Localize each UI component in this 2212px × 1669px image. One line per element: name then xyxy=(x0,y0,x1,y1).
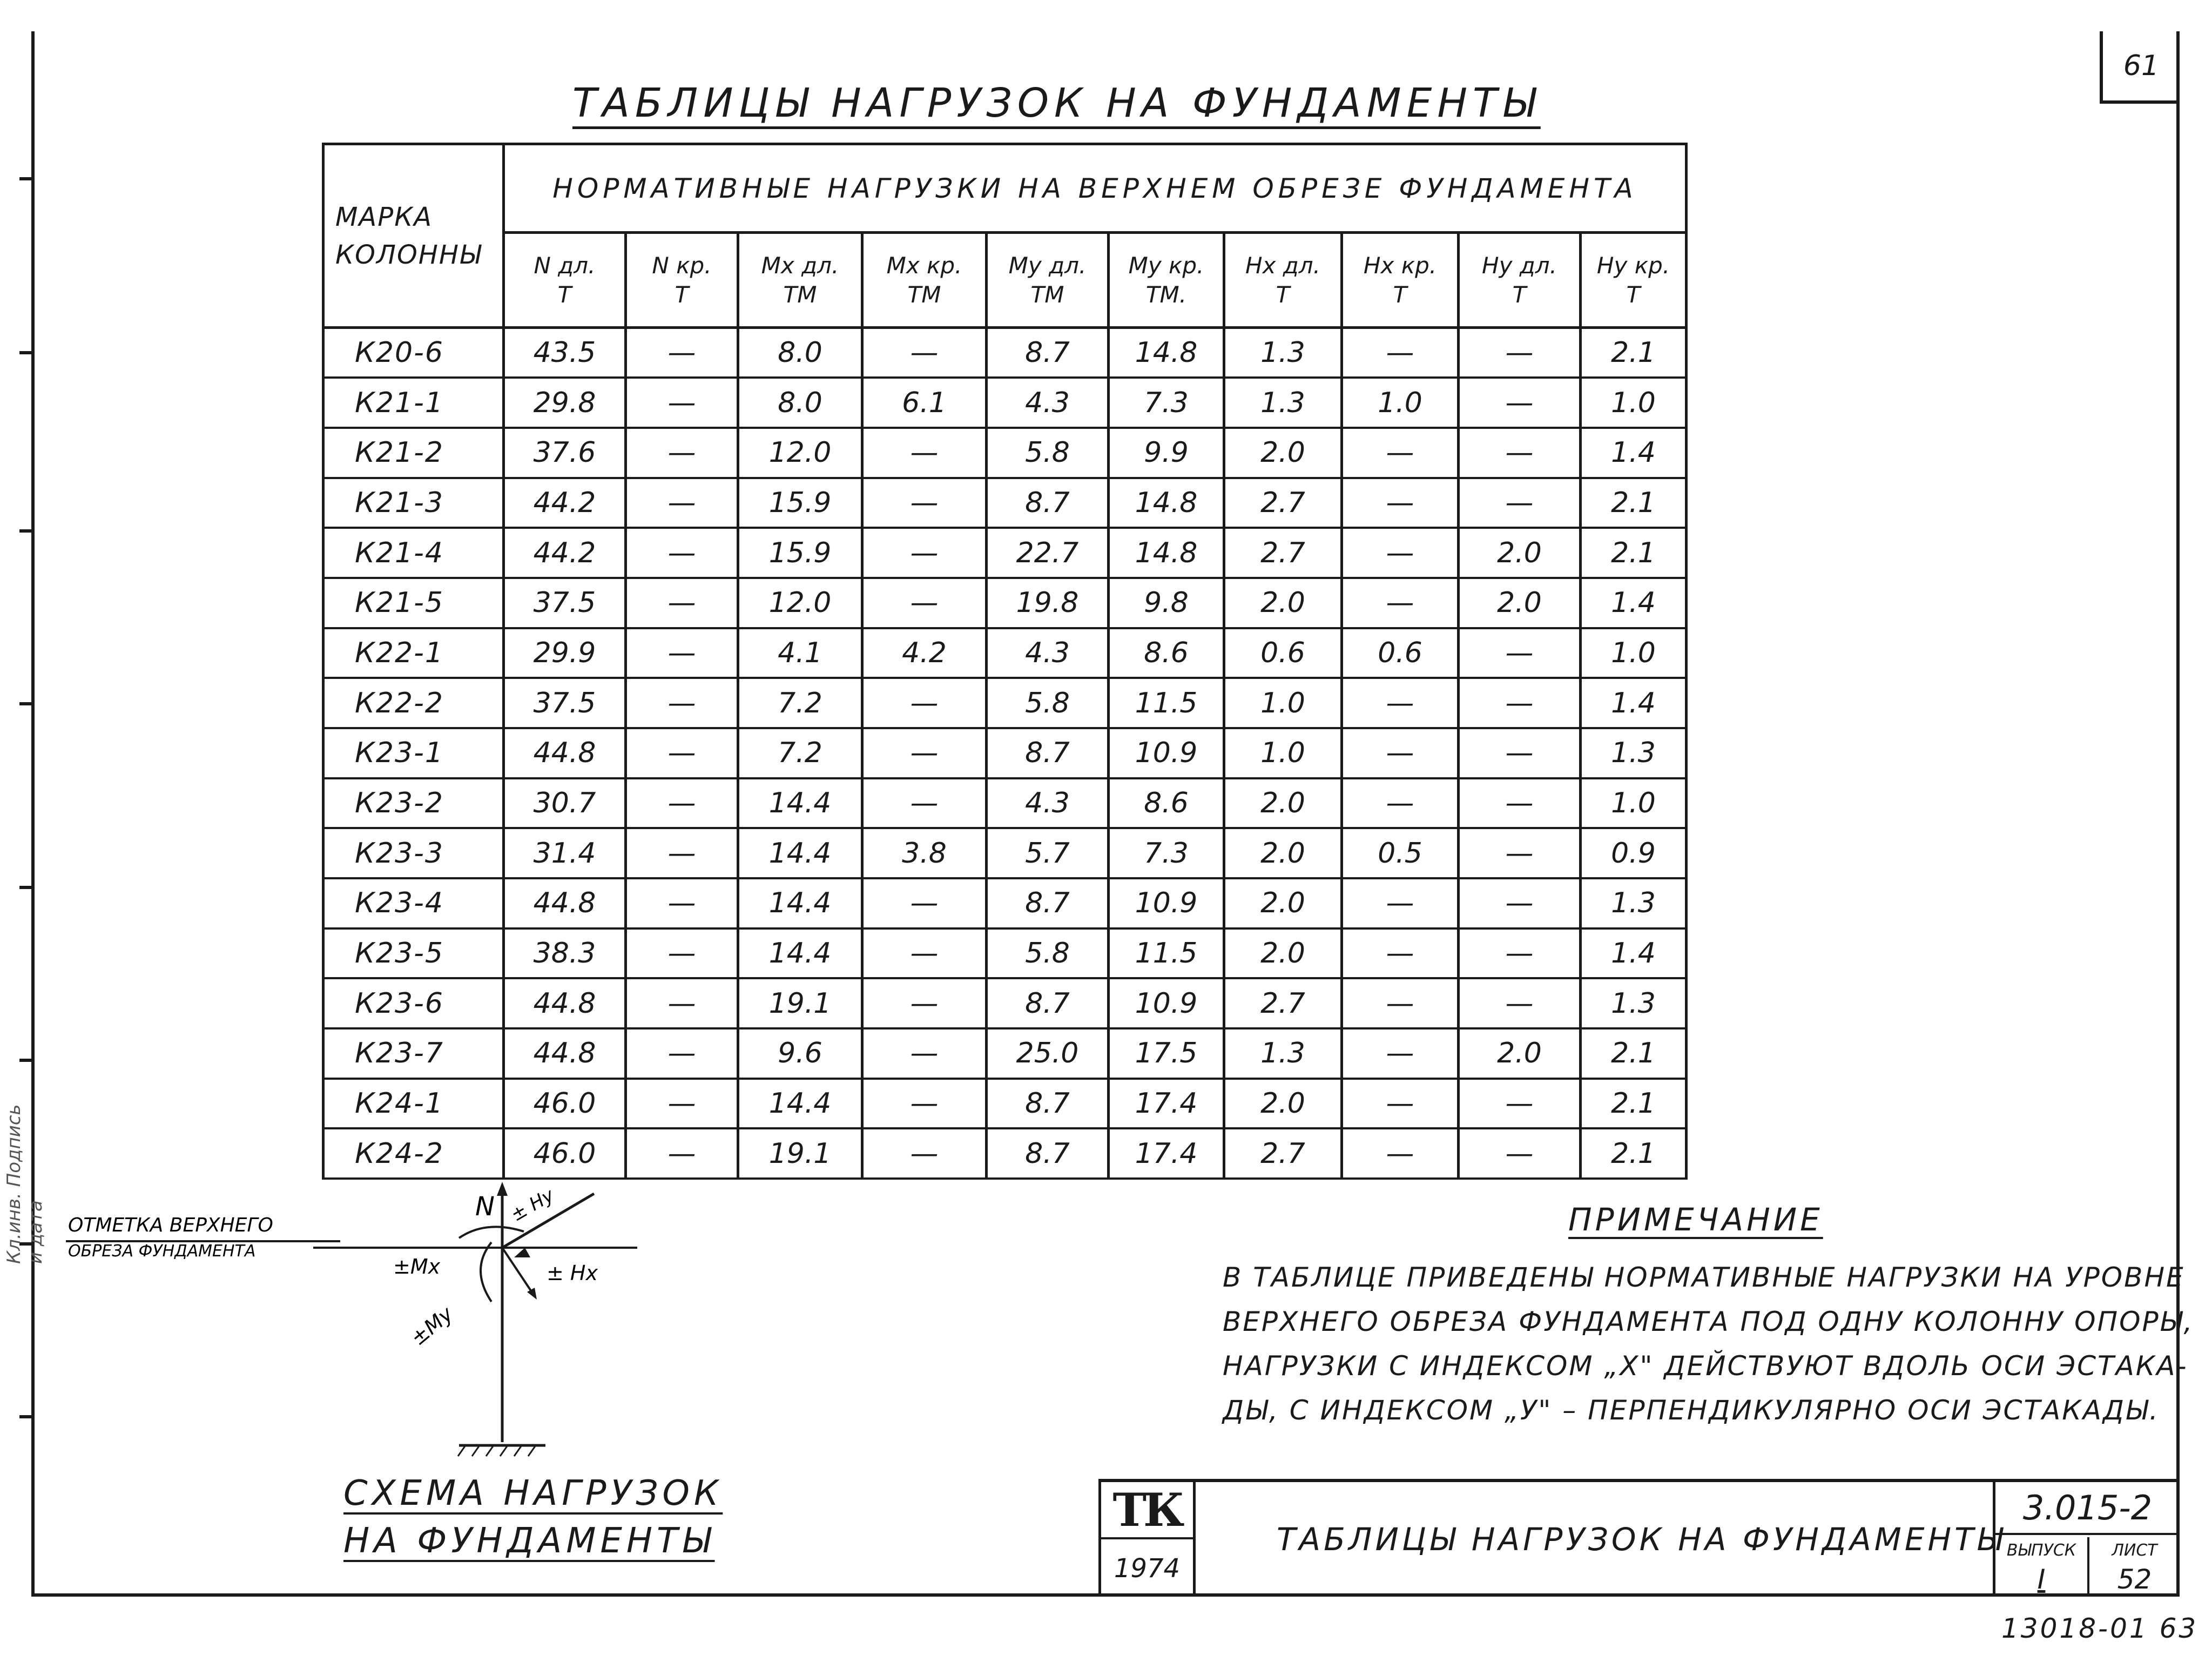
edge-binding-text: Кл.инв. Подпись и дата xyxy=(3,1104,46,1264)
load-value-cell: 5.8 xyxy=(987,678,1109,728)
note-line: ДЫ, С ИНДЕКСОМ „У" – ПЕРПЕНДИКУЛЯРНО ОСИ ЭСТАКАДЫ. xyxy=(1223,1395,2160,1426)
load-value-cell: 44.8 xyxy=(504,878,626,928)
code-box xyxy=(1993,1482,2180,1597)
table-row xyxy=(323,578,1687,628)
load-value-cell: — xyxy=(862,478,987,528)
column-name: Hy кр. xyxy=(1596,252,1670,279)
loads-table xyxy=(322,143,1688,1180)
load-value-cell: — xyxy=(626,928,738,979)
ground-hatch xyxy=(514,1445,522,1456)
column-mark-cell: К21-3 xyxy=(323,478,504,528)
load-value-cell: — xyxy=(1342,1079,1459,1129)
tk-logo: ТК xyxy=(1101,1482,1193,1539)
load-value-cell: — xyxy=(862,1079,987,1129)
issue-value: I xyxy=(1995,1563,2089,1596)
load-value-cell: — xyxy=(1342,978,1459,1028)
table-row xyxy=(323,678,1687,728)
load-value-cell: 2.0 xyxy=(1224,578,1342,628)
load-value-cell: 2.0 xyxy=(1459,1028,1581,1079)
load-value-cell: — xyxy=(626,1028,738,1079)
column-mark-cell: К21-1 xyxy=(323,378,504,428)
column-name: Hx кр. xyxy=(1363,252,1437,279)
n-arrow-icon xyxy=(497,1182,508,1196)
logo-box xyxy=(1098,1482,1196,1597)
sheet-number: 61 xyxy=(2100,31,2180,104)
my-moment-arc xyxy=(481,1242,491,1302)
load-value-cell: — xyxy=(626,828,738,878)
header-column-5 xyxy=(987,233,1109,328)
load-scheme-diagram xyxy=(59,1177,707,1480)
table-row xyxy=(323,728,1687,778)
load-value-cell: 1.0 xyxy=(1581,628,1687,678)
load-value-cell: — xyxy=(862,328,987,378)
load-value-cell: 4.3 xyxy=(987,628,1109,678)
column-unit: ТМ xyxy=(1030,281,1064,308)
load-value-cell: 1.4 xyxy=(1581,928,1687,979)
load-value-cell: 14.4 xyxy=(738,828,862,878)
stamp-title: ТАБЛИЦЫ НАГРУЗОК НА ФУНДАМЕНТЫ xyxy=(1277,1521,2006,1558)
note-title: ПРИМЕЧАНИЕ xyxy=(1568,1201,1823,1238)
label-hy: ± Hy xyxy=(507,1184,558,1226)
load-value-cell: 17.5 xyxy=(1109,1028,1224,1079)
table-row xyxy=(323,628,1687,678)
edge-tick xyxy=(19,351,32,354)
header-column-7 xyxy=(1224,233,1342,328)
load-value-cell: — xyxy=(1459,1079,1581,1129)
load-value-cell: 37.5 xyxy=(504,578,626,628)
column-name: My дл. xyxy=(1008,252,1087,279)
load-value-cell: 4.2 xyxy=(862,628,987,678)
load-value-cell: 9.9 xyxy=(1109,428,1224,478)
load-value-cell: — xyxy=(1459,678,1581,728)
edge-tick xyxy=(19,1059,32,1062)
table-row xyxy=(323,928,1687,979)
load-value-cell: 11.5 xyxy=(1109,928,1224,979)
load-value-cell: 2.0 xyxy=(1224,1079,1342,1129)
load-value-cell: 8.7 xyxy=(987,878,1109,928)
schema-caption-line2: НА ФУНДАМЕНТЫ xyxy=(343,1521,715,1561)
ground-hatch xyxy=(486,1445,494,1456)
load-value-cell: 7.2 xyxy=(738,728,862,778)
load-value-cell: 2.0 xyxy=(1224,778,1342,829)
load-value-cell: 44.8 xyxy=(504,1028,626,1079)
header-column-2 xyxy=(626,233,738,328)
table-row xyxy=(323,878,1687,928)
issue-label: ВЫПУСК xyxy=(1995,1537,2089,1563)
column-unit: ТМ xyxy=(907,281,941,308)
sheet-value: 52 xyxy=(2117,1564,2152,1595)
load-value-cell: — xyxy=(626,428,738,478)
sheet-label: ЛИСТ xyxy=(2112,1540,2157,1560)
load-value-cell: 1.3 xyxy=(1581,978,1687,1028)
load-value-cell: 2.0 xyxy=(1224,928,1342,979)
load-value-cell: 4.3 xyxy=(987,378,1109,428)
schema-caption-line1: СХЕМА НАГРУЗОК xyxy=(343,1473,723,1513)
column-mark-cell: К23-2 xyxy=(323,778,504,829)
page-title: ТАБЛИЦЫ НАГРУЗОК НА ФУНДАМЕНТЫ xyxy=(572,80,1541,126)
load-value-cell: — xyxy=(626,378,738,428)
load-value-cell: 14.8 xyxy=(1109,528,1224,578)
load-value-cell: 37.5 xyxy=(504,678,626,728)
note-line: В ТАБЛИЦЕ ПРИВЕДЕНЫ НОРМАТИВНЫЕ НАГРУЗКИ НА УРОВНЕ xyxy=(1223,1262,2185,1293)
load-value-cell: 8.0 xyxy=(738,328,862,378)
column-unit: Т xyxy=(1276,281,1290,308)
load-value-cell: 9.8 xyxy=(1109,578,1224,628)
load-value-cell: — xyxy=(626,678,738,728)
load-value-cell: 2.1 xyxy=(1581,1128,1687,1179)
load-value-cell: 2.1 xyxy=(1581,528,1687,578)
column-mark-cell: К23-1 xyxy=(323,728,504,778)
header-column-1 xyxy=(504,233,626,328)
load-value-cell: 44.8 xyxy=(504,978,626,1028)
load-value-cell: 44.2 xyxy=(504,478,626,528)
load-value-cell: 1.3 xyxy=(1224,328,1342,378)
load-value-cell: 4.1 xyxy=(738,628,862,678)
load-value-cell: 22.7 xyxy=(987,528,1109,578)
load-value-cell: — xyxy=(1459,778,1581,829)
ground-hatch xyxy=(528,1445,536,1456)
column-mark-cell: К22-1 xyxy=(323,628,504,678)
load-value-cell: 1.3 xyxy=(1224,378,1342,428)
load-value-cell: 2.1 xyxy=(1581,1079,1687,1129)
load-value-cell: 1.3 xyxy=(1581,728,1687,778)
label-n: N xyxy=(475,1192,495,1222)
load-value-cell: 2.7 xyxy=(1224,978,1342,1028)
load-value-cell: 0.6 xyxy=(1342,628,1459,678)
note-line: НАГРУЗКИ С ИНДЕКСОМ „X" ДЕЙСТВУЮТ ВДОЛЬ ОСИ ЭСТАКА- xyxy=(1223,1350,2188,1382)
load-value-cell: 8.7 xyxy=(987,1079,1109,1129)
load-value-cell: — xyxy=(1342,878,1459,928)
column-mark-cell: К20-6 xyxy=(323,328,504,378)
load-value-cell: 0.5 xyxy=(1342,828,1459,878)
load-value-cell: 31.4 xyxy=(504,828,626,878)
load-value-cell: 6.1 xyxy=(862,378,987,428)
label-mx: ±Mx xyxy=(393,1255,441,1278)
table-row xyxy=(323,1128,1687,1179)
label-my: ±My xyxy=(406,1302,458,1350)
column-unit: Т xyxy=(1626,281,1641,308)
header-column-6 xyxy=(1109,233,1224,328)
load-value-cell: — xyxy=(1342,428,1459,478)
load-value-cell: 0.9 xyxy=(1581,828,1687,878)
column-mark-cell: К24-2 xyxy=(323,1128,504,1179)
load-value-cell: 10.9 xyxy=(1109,978,1224,1028)
load-value-cell: 11.5 xyxy=(1109,678,1224,728)
load-value-cell: — xyxy=(1342,928,1459,979)
edge-tick xyxy=(19,886,32,889)
header-column-mark: МАРКА КОЛОННЫ xyxy=(323,144,504,328)
load-value-cell: 8.0 xyxy=(738,378,862,428)
label-hx: ± Hx xyxy=(547,1261,598,1285)
load-value-cell: — xyxy=(1459,978,1581,1028)
load-value-cell: — xyxy=(1342,478,1459,528)
load-value-cell: — xyxy=(1342,1028,1459,1079)
load-value-cell: — xyxy=(626,1128,738,1179)
load-value-cell: — xyxy=(1459,378,1581,428)
load-value-cell: — xyxy=(862,1028,987,1079)
load-value-cell: 1.4 xyxy=(1581,678,1687,728)
load-value-cell: — xyxy=(862,578,987,628)
load-value-cell: — xyxy=(1459,328,1581,378)
load-value-cell: 1.4 xyxy=(1581,578,1687,628)
column-name: Hy дл. xyxy=(1481,252,1557,279)
table-row xyxy=(323,1079,1687,1129)
column-unit: Т xyxy=(557,281,572,308)
load-value-cell: 4.3 xyxy=(987,778,1109,829)
load-value-cell: 2.1 xyxy=(1581,478,1687,528)
load-value-cell: — xyxy=(862,878,987,928)
load-value-cell: — xyxy=(626,778,738,829)
load-value-cell: — xyxy=(1342,1128,1459,1179)
force-arrow-icon xyxy=(514,1248,530,1257)
header-column-9 xyxy=(1459,233,1581,328)
load-value-cell: 12.0 xyxy=(738,428,862,478)
load-value-cell: 1.0 xyxy=(1224,728,1342,778)
load-value-cell: 5.8 xyxy=(987,428,1109,478)
load-value-cell: 1.3 xyxy=(1581,878,1687,928)
header-column-3 xyxy=(738,233,862,328)
load-value-cell: 38.3 xyxy=(504,928,626,979)
table-row xyxy=(323,478,1687,528)
load-value-cell: — xyxy=(626,728,738,778)
load-value-cell: — xyxy=(862,528,987,578)
table-row xyxy=(323,778,1687,829)
load-value-cell: 10.9 xyxy=(1109,878,1224,928)
load-value-cell: — xyxy=(1459,878,1581,928)
edge-tick xyxy=(19,1415,32,1418)
load-value-cell: 8.7 xyxy=(987,728,1109,778)
table-row xyxy=(323,328,1687,378)
load-value-cell: — xyxy=(626,878,738,928)
load-value-cell: — xyxy=(626,328,738,378)
column-mark-cell: К21-4 xyxy=(323,528,504,578)
load-value-cell: 14.4 xyxy=(738,1079,862,1129)
note-line: ВЕРХНЕГО ОБРЕЗА ФУНДАМЕНТА ПОД ОДНУ КОЛОННУ ОПОРЫ, xyxy=(1223,1306,2194,1337)
load-value-cell: 2.1 xyxy=(1581,1028,1687,1079)
load-value-cell: — xyxy=(626,628,738,678)
load-value-cell: 2.0 xyxy=(1224,878,1342,928)
load-value-cell: 1.0 xyxy=(1581,378,1687,428)
load-value-cell: 17.4 xyxy=(1109,1079,1224,1129)
load-value-cell: 8.7 xyxy=(987,978,1109,1028)
load-value-cell: 15.9 xyxy=(738,478,862,528)
stamp-year: 1974 xyxy=(1114,1553,1181,1584)
edge-tick xyxy=(19,702,32,705)
load-value-cell: 14.8 xyxy=(1109,478,1224,528)
load-value-cell: 8.6 xyxy=(1109,778,1224,829)
column-unit: Т xyxy=(1393,281,1407,308)
load-value-cell: 46.0 xyxy=(504,1079,626,1129)
load-value-cell: 7.3 xyxy=(1109,828,1224,878)
load-value-cell: — xyxy=(862,728,987,778)
load-value-cell: — xyxy=(1342,678,1459,728)
load-value-cell: 3.8 xyxy=(862,828,987,878)
load-value-cell: — xyxy=(626,528,738,578)
load-value-cell: 0.6 xyxy=(1224,628,1342,678)
column-unit: ТМ xyxy=(783,281,817,308)
load-value-cell: 19.8 xyxy=(987,578,1109,628)
load-value-cell: — xyxy=(1342,778,1459,829)
load-value-cell: 10.9 xyxy=(1109,728,1224,778)
load-value-cell: 14.4 xyxy=(738,928,862,979)
column-name: Mx кр. xyxy=(886,252,962,279)
load-value-cell: 44.2 xyxy=(504,528,626,578)
header-column-4 xyxy=(862,233,987,328)
load-value-cell: 2.7 xyxy=(1224,528,1342,578)
load-value-cell: — xyxy=(1342,578,1459,628)
load-value-cell: 2.7 xyxy=(1224,1128,1342,1179)
load-value-cell: 1.3 xyxy=(1224,1028,1342,1079)
table-row xyxy=(323,428,1687,478)
load-value-cell: — xyxy=(1459,478,1581,528)
load-value-cell: 1.0 xyxy=(1224,678,1342,728)
load-value-cell: — xyxy=(1459,428,1581,478)
load-value-cell: 5.8 xyxy=(987,928,1109,979)
load-value-cell: 2.0 xyxy=(1224,828,1342,878)
column-mark-cell: К22-2 xyxy=(323,678,504,728)
table-row xyxy=(323,828,1687,878)
load-value-cell: 1.0 xyxy=(1581,778,1687,829)
table-row xyxy=(323,1028,1687,1079)
load-value-cell: — xyxy=(626,978,738,1028)
load-value-cell: 12.0 xyxy=(738,578,862,628)
load-value-cell: 9.6 xyxy=(738,1028,862,1079)
load-value-cell: — xyxy=(862,778,987,829)
table-row xyxy=(323,378,1687,428)
column-unit: ТМ. xyxy=(1145,281,1187,308)
load-value-cell: — xyxy=(1459,828,1581,878)
load-value-cell: 2.0 xyxy=(1459,528,1581,578)
column-mark-cell: К24-1 xyxy=(323,1079,504,1129)
load-value-cell: 30.7 xyxy=(504,778,626,829)
load-value-cell: — xyxy=(626,478,738,528)
header-column-8 xyxy=(1342,233,1459,328)
load-value-cell: — xyxy=(862,928,987,979)
load-value-cell: 46.0 xyxy=(504,1128,626,1179)
header-group-loads: НОРМАТИВНЫЕ НАГРУЗКИ НА ВЕРХНЕМ ОБРЕЗЕ ФУНДАМЕНТА xyxy=(504,144,1687,233)
column-name: N кр. xyxy=(652,252,712,279)
load-value-cell: 2.1 xyxy=(1581,328,1687,378)
ground-hatch xyxy=(500,1445,508,1456)
load-value-cell: — xyxy=(1459,728,1581,778)
column-name: N дл. xyxy=(534,252,596,279)
load-value-cell: 7.2 xyxy=(738,678,862,728)
level-label-line1: ОТМЕТКА ВЕРХНЕГО xyxy=(68,1214,273,1236)
column-unit: Т xyxy=(675,281,689,308)
load-value-cell: 14.4 xyxy=(738,778,862,829)
load-value-cell: 44.8 xyxy=(504,728,626,778)
load-value-cell: 8.6 xyxy=(1109,628,1224,678)
column-name: Hx дл. xyxy=(1245,252,1321,279)
load-value-cell: — xyxy=(1459,1128,1581,1179)
load-value-cell: 29.9 xyxy=(504,628,626,678)
hx-arrow-icon xyxy=(527,1288,537,1300)
mx-moment-arc xyxy=(459,1227,524,1238)
load-value-cell: 15.9 xyxy=(738,528,862,578)
load-value-cell: 37.6 xyxy=(504,428,626,478)
load-value-cell: 43.5 xyxy=(504,328,626,378)
column-mark-cell: К23-4 xyxy=(323,878,504,928)
load-value-cell: — xyxy=(862,428,987,478)
archive-number: 13018-01 63 xyxy=(2001,1613,2198,1644)
column-mark-cell: К23-6 xyxy=(323,978,504,1028)
edge-tick xyxy=(19,177,32,180)
table-row xyxy=(323,528,1687,578)
title-block xyxy=(1098,1479,2180,1597)
column-unit: Т xyxy=(1512,281,1527,308)
column-mark-cell: К23-3 xyxy=(323,828,504,878)
load-value-cell: — xyxy=(862,1128,987,1179)
load-value-cell: 8.7 xyxy=(987,1128,1109,1179)
column-mark-cell: К23-5 xyxy=(323,928,504,979)
document-code: 3.015-2 xyxy=(1995,1482,2180,1535)
ground-hatch xyxy=(472,1445,480,1456)
load-value-cell: 2.0 xyxy=(1459,578,1581,628)
load-value-cell: 2.7 xyxy=(1224,478,1342,528)
table-row xyxy=(323,978,1687,1028)
load-value-cell: 8.7 xyxy=(987,478,1109,528)
column-name: My кр. xyxy=(1128,252,1204,279)
load-value-cell: — xyxy=(1459,628,1581,678)
load-value-cell: 1.4 xyxy=(1581,428,1687,478)
column-mark-cell: К21-2 xyxy=(323,428,504,478)
load-value-cell: 14.4 xyxy=(738,878,862,928)
level-label-line2: ОБРЕЗА ФУНДАМЕНТА xyxy=(68,1242,256,1261)
load-value-cell: — xyxy=(862,678,987,728)
load-value-cell: 14.8 xyxy=(1109,328,1224,378)
load-value-cell: 17.4 xyxy=(1109,1128,1224,1179)
ground-hatch xyxy=(458,1445,466,1456)
header-column-10 xyxy=(1581,233,1687,328)
load-value-cell: 8.7 xyxy=(987,328,1109,378)
column-mark-cell: К21-5 xyxy=(323,578,504,628)
load-value-cell: 19.1 xyxy=(738,1128,862,1179)
load-value-cell: — xyxy=(626,1079,738,1129)
load-value-cell: 5.7 xyxy=(987,828,1109,878)
load-value-cell: — xyxy=(862,978,987,1028)
load-value-cell: — xyxy=(1342,728,1459,778)
column-name: Mx дл. xyxy=(761,252,839,279)
load-value-cell: 19.1 xyxy=(738,978,862,1028)
column-mark-cell: К23-7 xyxy=(323,1028,504,1079)
edge-tick xyxy=(19,529,32,533)
load-value-cell: 25.0 xyxy=(987,1028,1109,1079)
load-value-cell: — xyxy=(1342,328,1459,378)
load-value-cell: — xyxy=(626,578,738,628)
load-value-cell: 2.0 xyxy=(1224,428,1342,478)
load-value-cell: 1.0 xyxy=(1342,378,1459,428)
load-value-cell: — xyxy=(1459,928,1581,979)
load-value-cell: — xyxy=(1342,528,1459,578)
load-value-cell: 7.3 xyxy=(1109,378,1224,428)
load-value-cell: 29.8 xyxy=(504,378,626,428)
